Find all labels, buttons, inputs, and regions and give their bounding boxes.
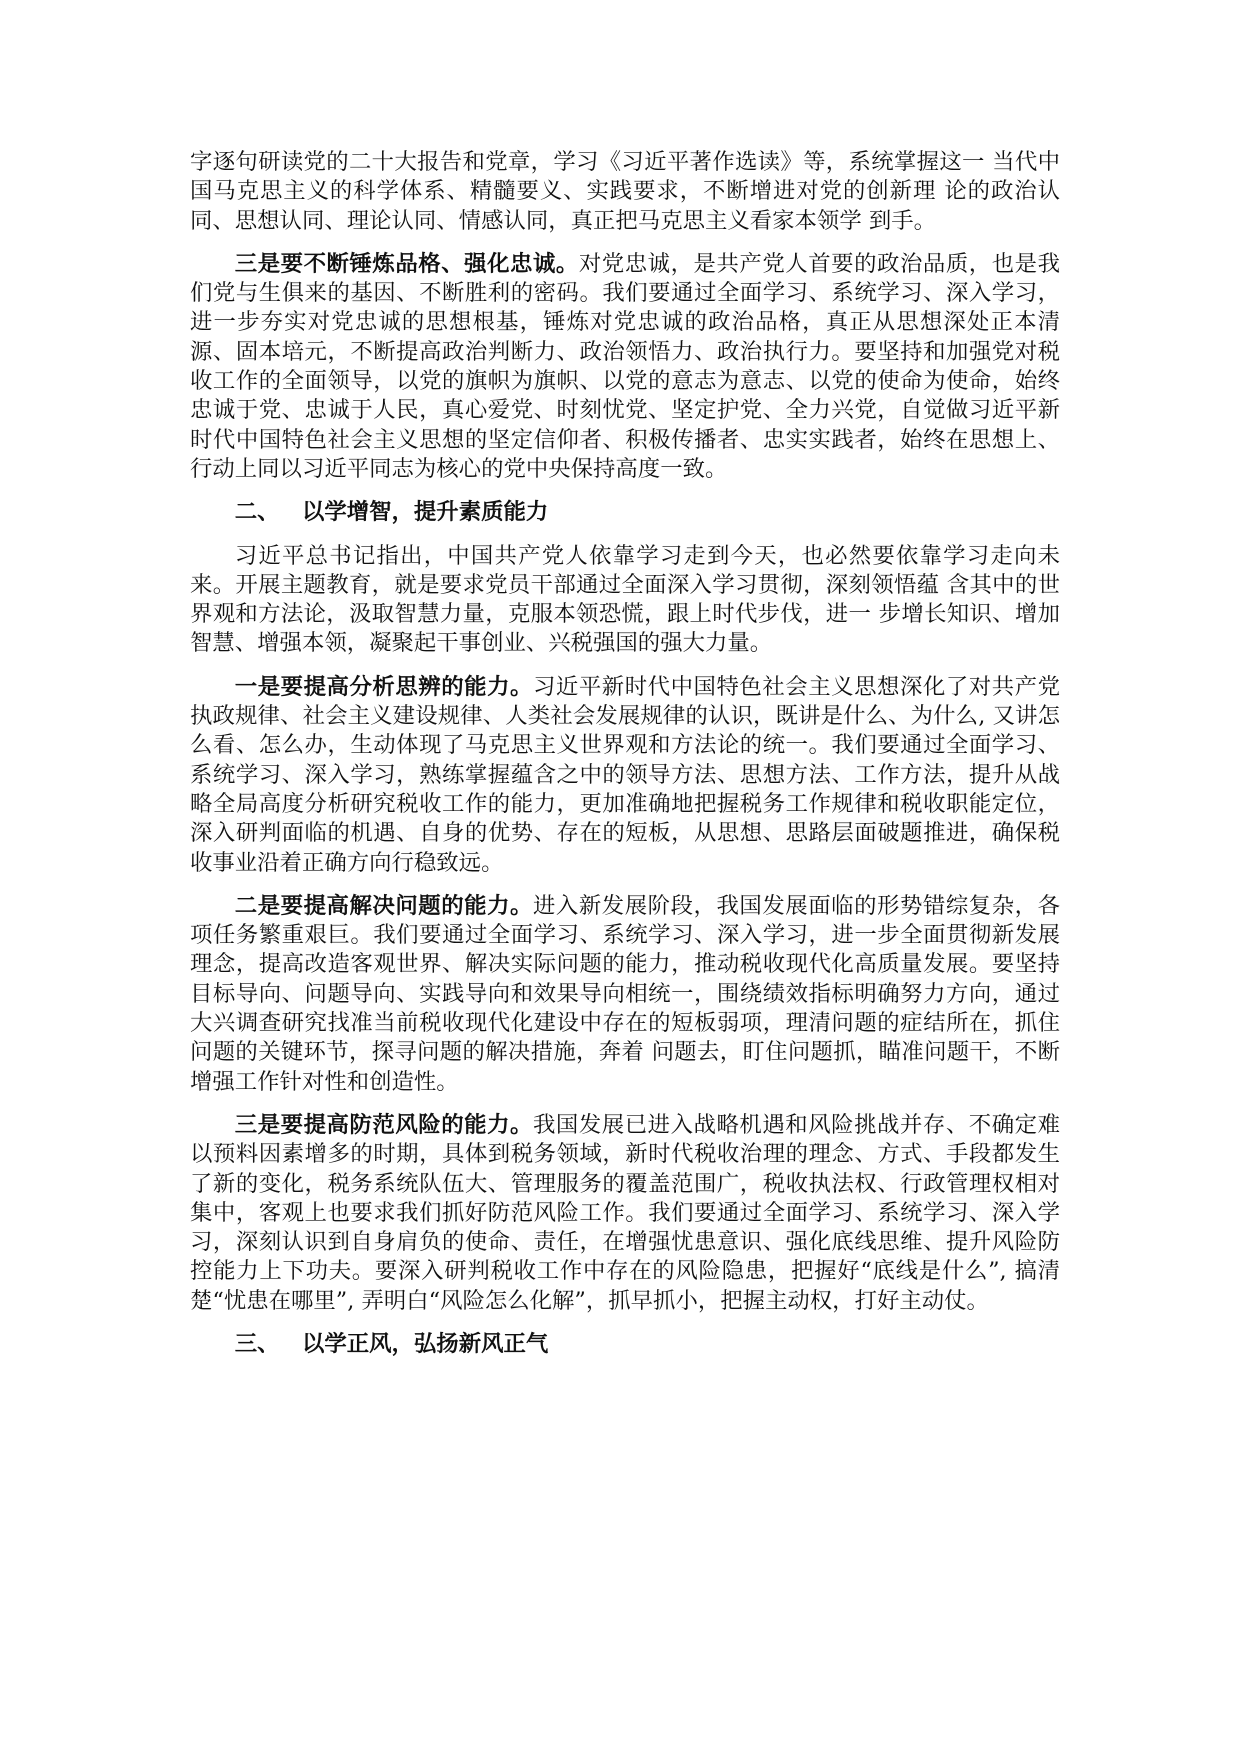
section-number: 二、 xyxy=(234,499,280,526)
section-number: 三、 xyxy=(234,1330,280,1357)
paragraph-lead: 一是要提高分析思辨的能力。 xyxy=(234,673,533,700)
paragraph-body: 习近平新时代中国特色社会主义思想深化了对共产党执政规律、社会主义建设规律、人类社会发展规律的认识，既讲是什么、为什么, 又讲怎么看、怎么办，生动体现了马克思主义世界观和方法论的统一。我们要通过全面学习、系统学习、深入学习，熟练掌握蕴含之中的领导方法、思想方法、工作方法，提升从战略全局高度分析研究税收工作的能力，更加准确地把握税务工作规律和税收职能定位，深入研判面临的机遇、自身的优势、存在的短板，从思想、思路层面破题推进，确保税收事业沿着正确方向行稳致远。 xyxy=(190,673,1060,876)
paragraph-analysis xyxy=(190,673,1060,878)
section-heading-three xyxy=(190,1330,1060,1359)
section-title: 以学增智，提升素质能力 xyxy=(301,499,549,526)
paragraph-body: 我国发展已进入战略机遇和风险挑战并存、不确定难以预料因素增多的时期，具体到税务领域，新时代税收治理的理念、方式、手段都发生了新的变化，税务系统队伍大、管理服务的覆盖范围广，税收执法权、行政管理权相对集中，客观上也要求我们抓好防范风险工作。我们要通过全面学习、系统学习、深入学习，深刻认识到自身肩负的使命、责任，在增强忧患意识、强化底线思维、提升风险防控能力上下功夫。要深入研判税收工作中存在的风险隐患，把握好“底线是什么”, 搞清楚“忧患在哪里”, 弄明白“风险怎么化解”，抓早抓小，把握主动权，打好主动仗。 xyxy=(190,1111,1060,1314)
paragraph-loyalty xyxy=(190,250,1060,484)
paragraph-body: 进入新发展阶段，我国发展面临的形势错综复杂，各项任务繁重艰巨。我们要通过全面学习、系统学习、深入学习，进一步全面贯彻新发展理念，提高改造客观世界、解决实际问题的能力，推动税收现代化高质量发展。要坚持目标导向、问题导向、实践导向和效果导向相统一，围绕绩效指标明确努力方向，通过大兴调查研究找准当前税收现代化建设中存在的短板弱项，理清问题的症结所在，抓住问题的关键环节，探寻问题的解决措施，奔着 问题去，盯住问题抓，瞄准问题干，不断增强工作针对性和创造性。 xyxy=(190,892,1060,1095)
paragraph-intro: 习近平总书记指出，中国共产党人依靠学习走到今天，也必然要依靠学习走向未来。开展主题教育，就是要求党员干部通过全面深入学习贯彻，深刻领悟蕴 含其中的世界观和方法论，汲取智慧力量，克服本领恐慌，跟上时代步伐，进一 步增长知识、增加智慧、增强本领，凝聚起干事创业、兴税强国的强大力量。 xyxy=(190,542,1060,657)
document-page xyxy=(190,148,1060,1373)
paragraph-lead: 二是要提高解决问题的能力。 xyxy=(234,892,533,919)
paragraph-risk xyxy=(190,1111,1060,1316)
section-heading-two xyxy=(190,498,1060,527)
paragraph-lead: 三是要不断锤炼品格、强化忠诚。 xyxy=(234,250,579,277)
paragraph-continued: 字逐句研读党的二十大报告和党章，学习《习近平著作选读》等，系统掌握这一 当代中国马克思主义的科学体系、精髓要义、实践要求，不断增进对党的创新理 论的政治认同、思想认同、理论认同、情感认同，真正把马克思主义看家本领学 到手。 xyxy=(190,149,1060,234)
paragraph-problem-solving xyxy=(190,892,1060,1097)
section-title: 以学正风，弘扬新风正气 xyxy=(301,1330,549,1357)
paragraph-lead: 三是要提高防范风险的能力。 xyxy=(234,1111,533,1138)
paragraph-body: 对党忠诚，是共产党人首要的政治品质，也是我们党与生俱来的基因、不断胜利的密码。我们要通过全面学习、系统学习、深入学习，进一步夯实对党忠诚的思想根基，锤炼对党忠诚的政治品格，真正从思想深处正本清源、固本培元，不断提高政治判断力、政治领悟力、政治执行力。要坚持和加强党对税收工作的全面领导，以党的旗帜为旗帜、以党的意志为意志、以党的使命为使命，始终忠诚于党、忠诚于人民，真心爱党、时刻忧党、坚定护党、全力兴党，自觉做习近平新时代中国特色社会主义思想的坚定信仰者、积极传播者、忠实实践者，始终在思想上、行动上同以习近平同志为核心的党中央保持高度一致。 xyxy=(190,250,1060,482)
